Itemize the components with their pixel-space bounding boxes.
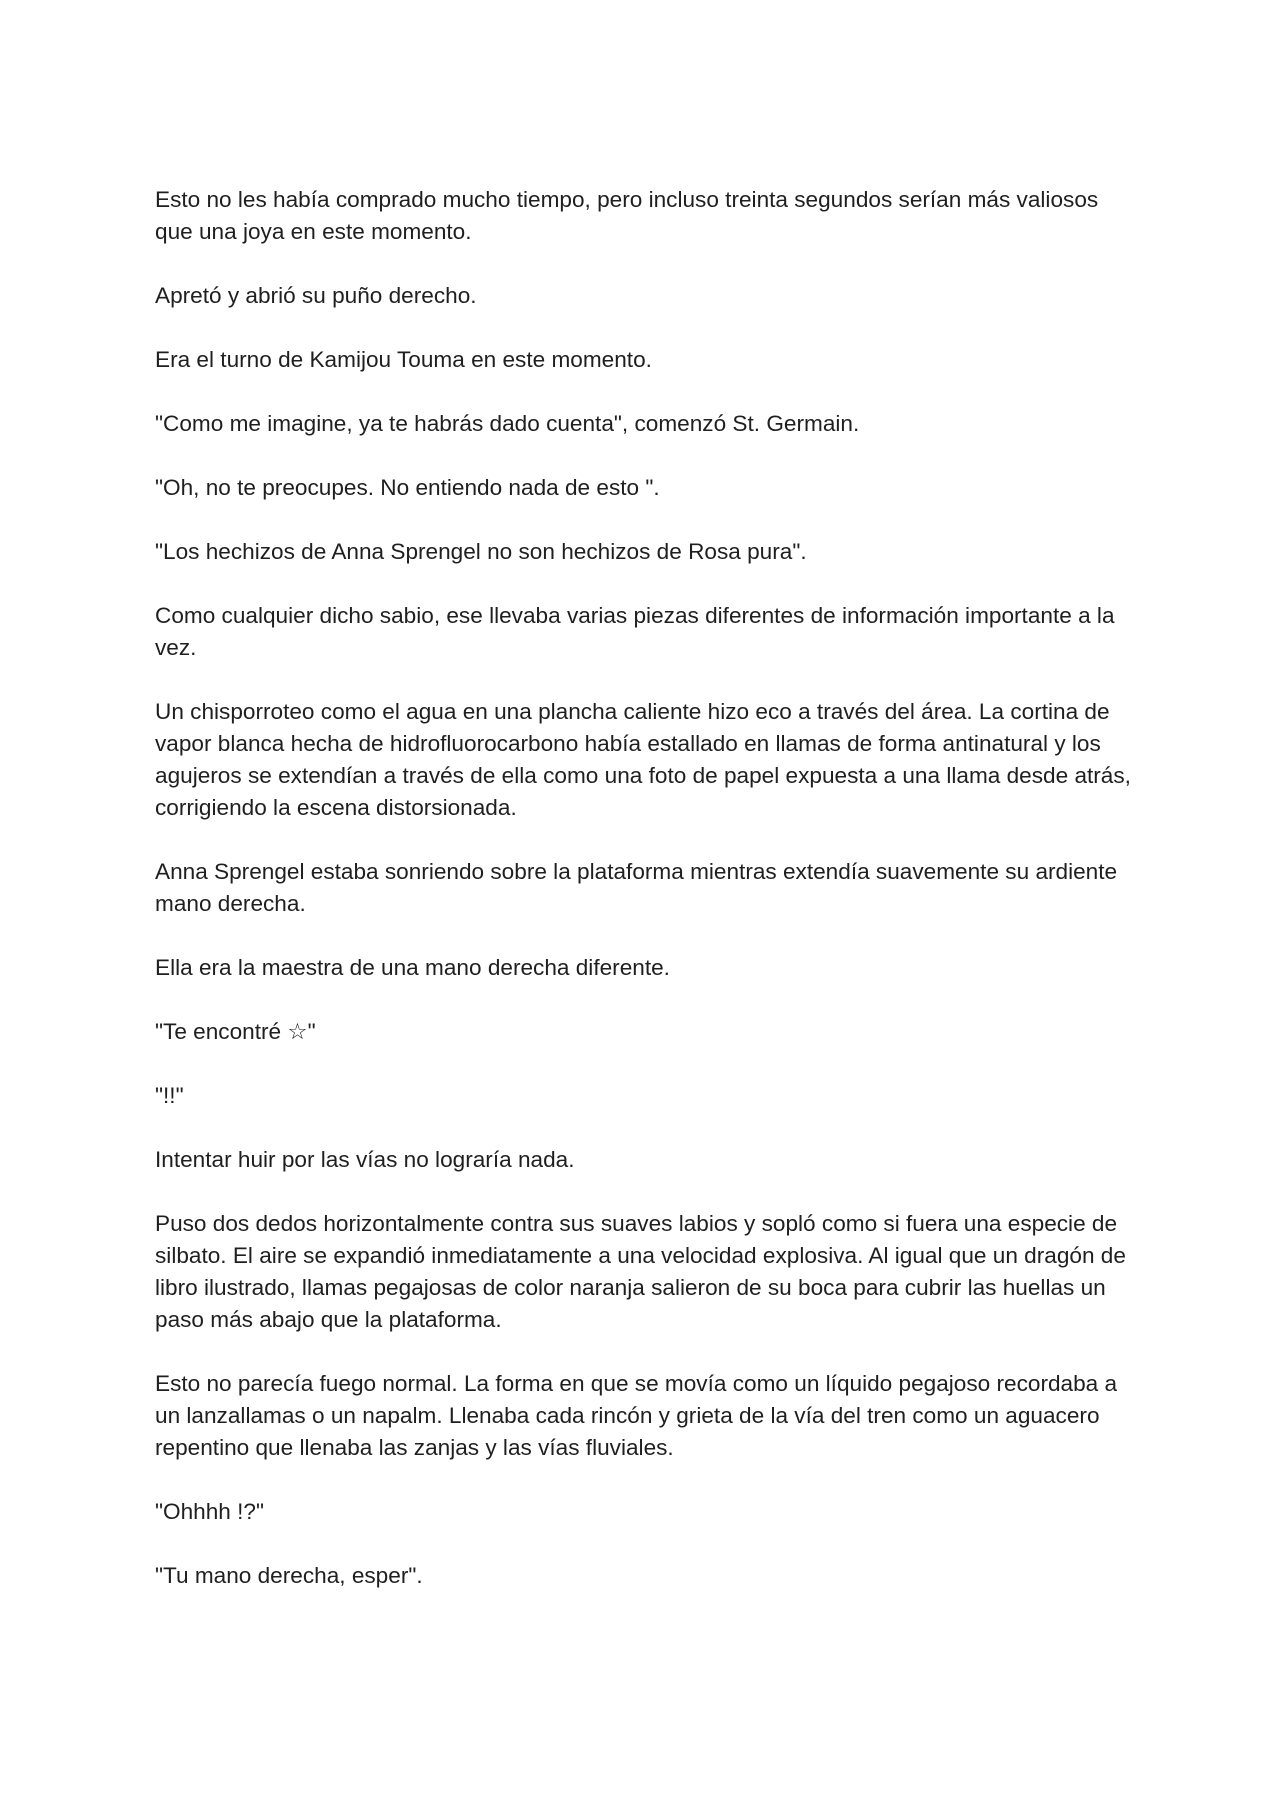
paragraph: "Tu mano derecha, esper".: [155, 1563, 423, 1588]
paragraph: Esto no les había comprado mucho tiempo, pero incluso treinta segundos serían más valiosos que una joya en este momento.: [155, 187, 1099, 244]
document-body: [155, 184, 1140, 1624]
paragraph: Era el turno de Kamijou Touma en este momento.: [155, 347, 652, 372]
paragraph: "!!": [155, 1083, 184, 1108]
paragraph: "Ohhhh !?": [155, 1499, 264, 1524]
paragraph: Ella era la maestra de una mano derecha diferente.: [155, 955, 670, 980]
paragraph: Esto no parecía fuego normal. La forma en que se movía como un líquido pegajoso recordaba a un lanzallamas o un napalm. Llenaba cada rincón y grieta de la vía del tren como un aguacero repentino que llenaba las zanjas y las vías fluviales.: [155, 1371, 1118, 1460]
paragraph: "Oh, no te preocupes. No entiendo nada de esto ".: [155, 475, 660, 500]
paragraph: "Como me imagine, ya te habrás dado cuenta", comenzó St. Germain.: [155, 411, 860, 436]
paragraph: Intentar huir por las vías no lograría nada.: [155, 1147, 575, 1172]
paragraph: Un chisporroteo como el agua en una plancha caliente hizo eco a través del área. La cortina de vapor blanca hecha de hidrofluorocarbono había estallado en llamas de forma antinatural y los agujeros se extendían a través de ella como una foto de papel expuesta a una llama desde atrás, corrigiendo la escena distorsionada.: [155, 699, 1131, 820]
paragraph: Anna Sprengel estaba sonriendo sobre la plataforma mientras extendía suavemente su ardiente mano derecha.: [155, 859, 1118, 916]
paragraph: Puso dos dedos horizontalmente contra sus suaves labios y sopló como si fuera una especie de silbato. El aire se expandió inmediatamente a una velocidad explosiva. Al igual que un dragón de libro ilustrado, llamas pegajosas de color naranja salieron de su boca para cubrir las huellas un paso más abajo que la plataforma.: [155, 1211, 1126, 1332]
paragraph: "Te encontré ☆": [155, 1019, 316, 1044]
paragraph: Apretó y abrió su puño derecho.: [155, 283, 477, 308]
paragraph: "Los hechizos de Anna Sprengel no son hechizos de Rosa pura".: [155, 539, 807, 564]
paragraph: Como cualquier dicho sabio, ese llevaba varias piezas diferentes de información importante a la vez.: [155, 603, 1115, 660]
